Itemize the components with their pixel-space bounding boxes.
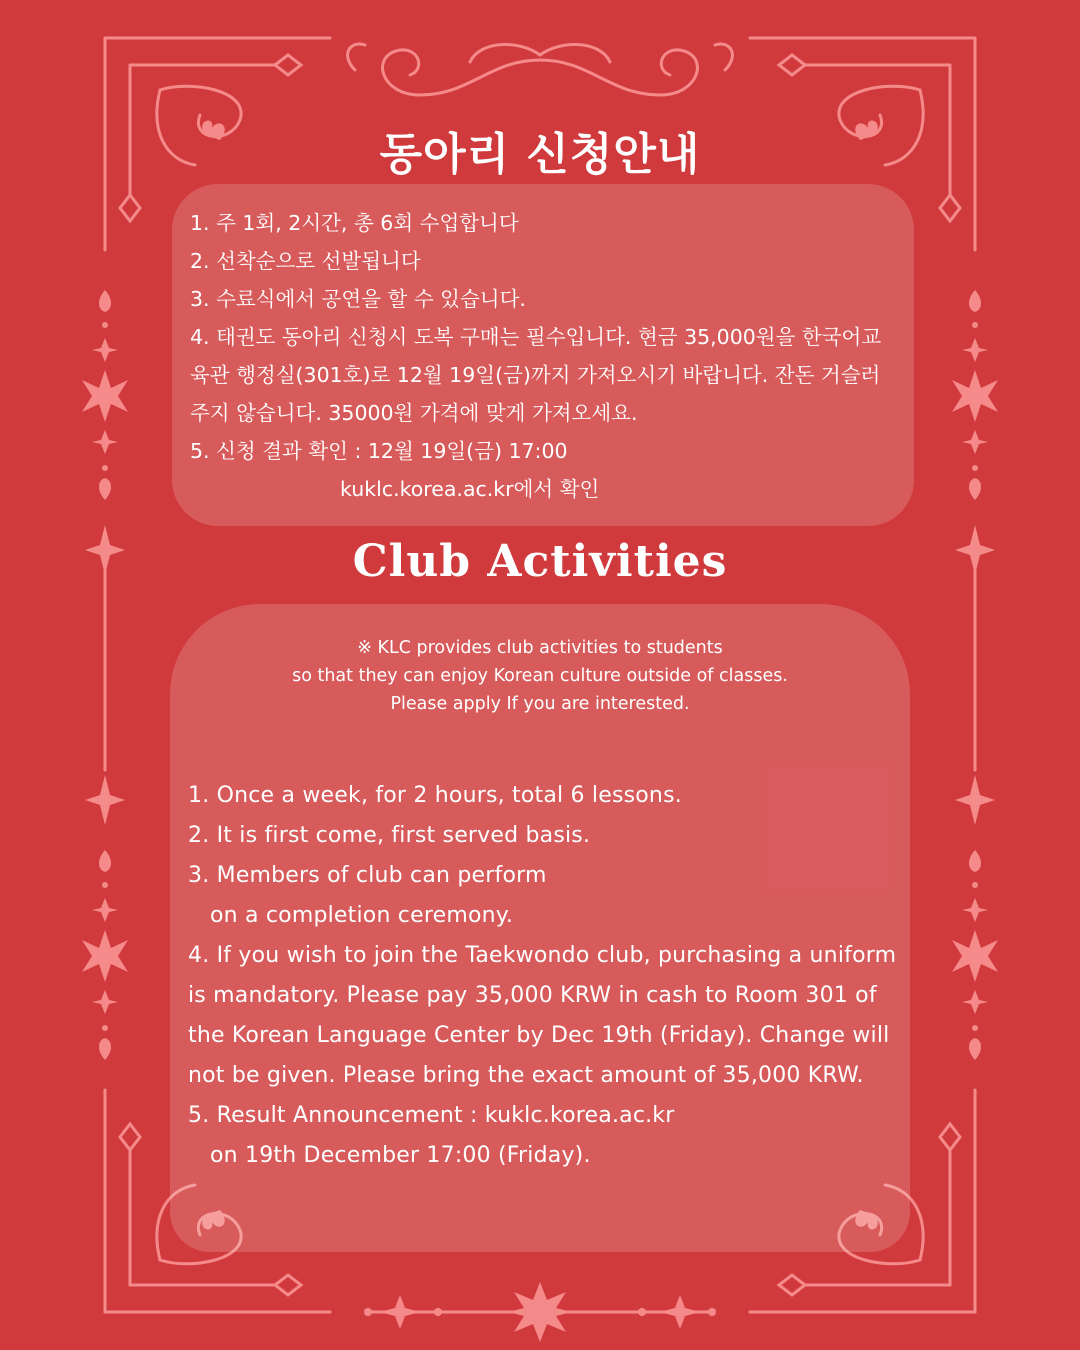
english-item-1: 1. Once a week, for 2 hours, total 6 lessons. [188, 783, 682, 808]
korean-item-3: 3. 수료식에서 공연을 할 수 있습니다. [190, 287, 526, 311]
english-item-3: 3. Members of club can perform [188, 863, 547, 888]
english-item-5: 5. Result Announcement : kuklc.korea.ac.kr [188, 1103, 675, 1128]
korean-result-link: kuklc.korea.ac.kr에서 확인 [340, 477, 600, 501]
english-item-3-cont: on a completion ceremony. [210, 903, 514, 928]
intro-line-2: so that they can enjoy Korean culture outside of classes. [292, 666, 788, 686]
english-item-2: 2. It is first come, first served basis. [188, 823, 591, 848]
english-title: Club Activities [352, 536, 728, 587]
english-item-4: 4. If you wish to join the Taekwondo club, purchasing a uniform is mandatory. Please pay 35,000 KRW in cash to Room 301 of the Korean Language Center by Dec 19th (Friday). Change will not be given. Please bring the exact amount of 35,000 KRW. [188, 943, 897, 1088]
korean-item-1: 1. 주 1회, 2시간, 총 6회 수업합니다 [190, 211, 519, 235]
english-item-5-cont: on 19th December 17:00 (Friday). [210, 1143, 591, 1168]
korean-title: 동아리 신청안내 [379, 129, 701, 180]
intro-line-1: ※ KLC provides club activities to students [357, 638, 723, 658]
korean-item-5: 5. 신청 결과 확인 : 12월 19일(금) 17:00 [190, 439, 568, 463]
korean-info-list [190, 204, 900, 508]
intro-line-3: Please apply If you are interested. [390, 694, 690, 714]
korean-item-2: 2. 선착순으로 선발됩니다 [190, 249, 421, 273]
korean-item-4: 4. 태권도 동아리 신청시 도복 구매는 필수입니다. 현금 35,000원을 한국어교육관 행정실(301호)로 12월 19일(금)까지 가져오시기 바랍니다. 잔돈 거슬러 주지 않습니다. 35000원 가격에 맞게 가져오세요. [190, 325, 882, 425]
english-info-list [188, 776, 904, 1176]
intro-text [200, 634, 880, 718]
